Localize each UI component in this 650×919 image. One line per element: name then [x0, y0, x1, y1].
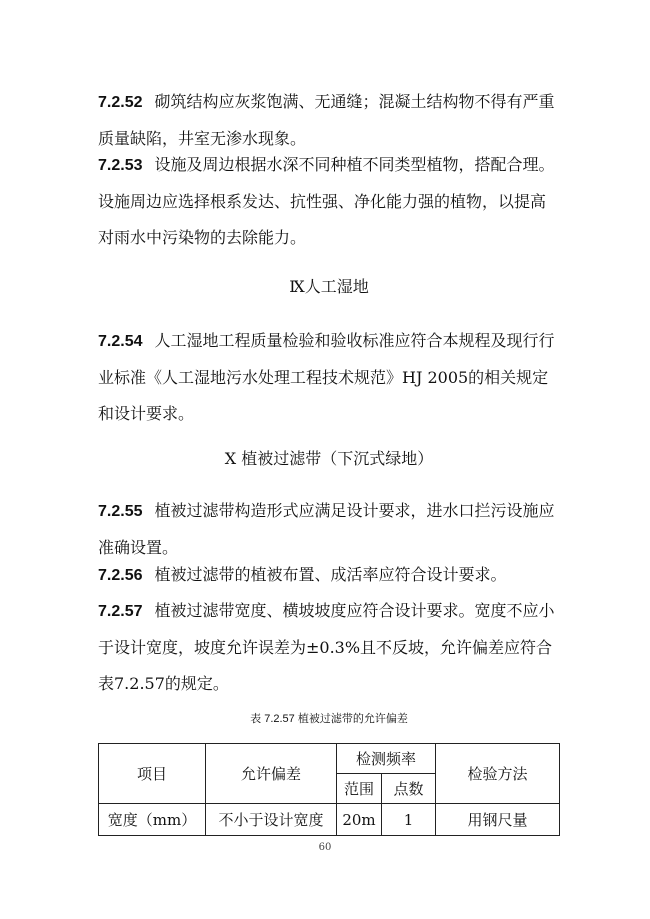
clause-text: 植被过滤带构造形式应满足设计要求，进水口拦污设施应准确设置。 — [98, 501, 555, 557]
section-heading-wetland: Ⅸ人工湿地 — [289, 277, 369, 296]
clause-number: 7.2.54 — [98, 333, 143, 350]
cell-range: 20m — [337, 804, 382, 836]
clause-7-2-55 — [98, 493, 560, 566]
cell-method: 用钢尺量 — [436, 804, 560, 836]
clause-text: 设施及周边根据水深不同种植不同类型植物，搭配合理。设施周边应选择根系发达、抗性强、净化能力强的植物，以提高对雨水中污染物的去除能力。 — [98, 155, 555, 247]
clause-7-2-56 — [98, 557, 560, 594]
clause-text: 植被过滤带的植被布置、成活率应符合设计要求。 — [154, 565, 507, 584]
header-frequency: 检测频率 — [337, 744, 436, 774]
page-number: 60 — [318, 842, 332, 853]
header-method: 检验方法 — [436, 744, 560, 804]
table-caption: 表 7.2.57 植被过滤带的允许偏差 — [250, 713, 408, 725]
clause-7-2-54 — [98, 323, 560, 432]
clause-text: 砌筑结构应灰浆饱满、无通缝；混凝土结构物不得有严重质量缺陷，井室无渗水现象。 — [98, 92, 555, 148]
cell-item: 宽度（mm） — [99, 804, 206, 836]
clause-7-2-57 — [98, 593, 560, 702]
cell-deviation: 不小于设计宽度 — [206, 804, 337, 836]
cell-points: 1 — [382, 804, 436, 836]
header-deviation: 允许偏差 — [206, 744, 337, 804]
clause-number: 7.2.56 — [98, 567, 143, 584]
header-item: 项目 — [99, 744, 206, 804]
clause-number: 7.2.55 — [98, 503, 143, 520]
header-points: 点数 — [382, 774, 436, 804]
deviation-table — [98, 743, 560, 836]
header-range: 范围 — [337, 774, 382, 804]
clause-text: 人工湿地工程质量检验和验收标准应符合本规程及现行行业标准《人工湿地污水处理工程技术规范》HJ 2005的相关规定和设计要求。 — [98, 331, 555, 423]
clause-text: 植被过滤带宽度、横坡坡度应符合设计要求。宽度不应小于设计宽度，坡度允许误差为±0.3%且不反坡，允许偏差应符合表7.2.57的规定。 — [98, 601, 555, 693]
clause-number: 7.2.57 — [98, 603, 143, 620]
clause-7-2-53 — [98, 147, 560, 256]
table-row — [99, 804, 560, 836]
clause-number: 7.2.53 — [98, 157, 143, 174]
clause-number: 7.2.52 — [98, 94, 143, 111]
section-heading-filter-strip: Ⅹ 植被过滤带（下沉式绿地） — [224, 449, 434, 468]
